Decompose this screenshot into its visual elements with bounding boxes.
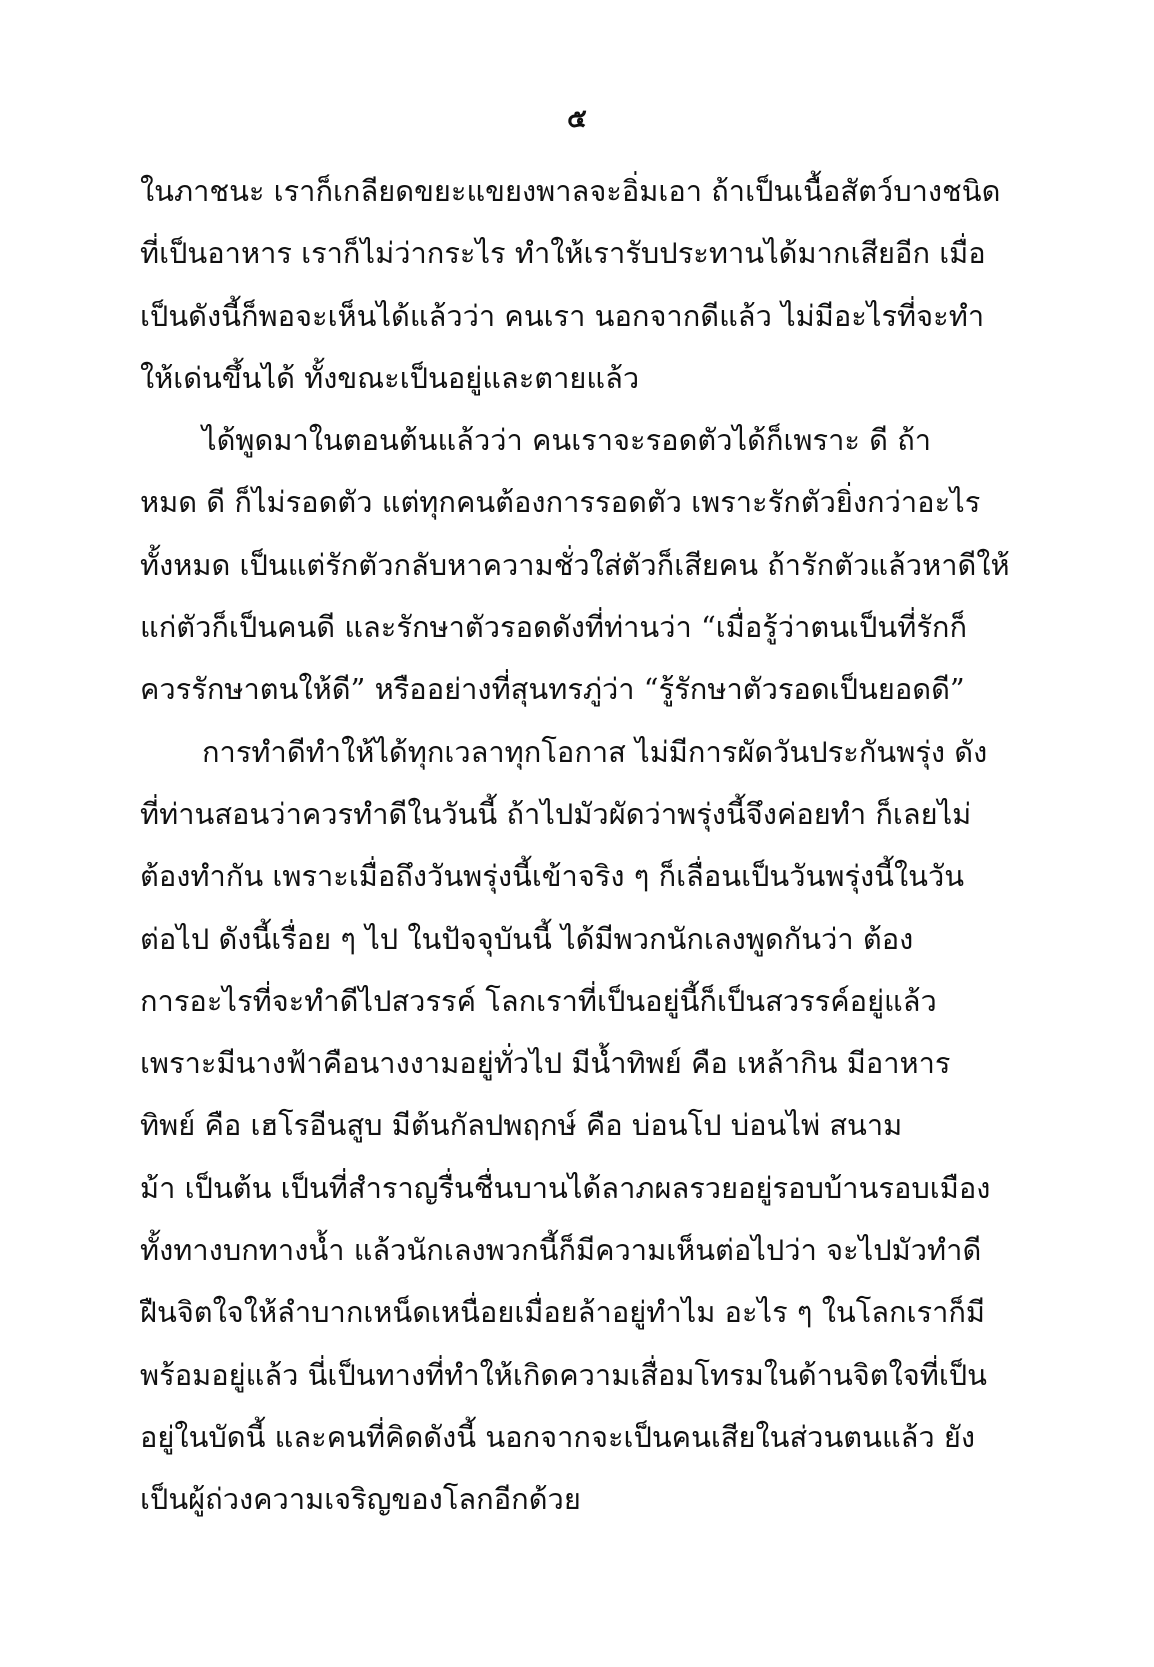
text-line: ทั้งทางบกทางน้ำ แล้วนักเลงพวกนี้ก็มีความเห็นต่อไปว่า จะไปมัวทำดี xyxy=(140,1233,982,1268)
text-line: หมด ดี ก็ไม่รอดตัว แต่ทุกคนต้องการรอดตัว เพราะรักตัวยิ่งกว่าอะไร xyxy=(140,485,981,520)
text-line: ม้า เป็นต้น เป็นที่สำราญรื่นชื่นบานได้ลาภผลรวยอยู่รอบบ้านรอบเมือง xyxy=(140,1170,991,1205)
body-text xyxy=(140,160,1055,1531)
paragraph-start-line: การทำดีทำให้ได้ทุกเวลาทุกโอกาส ไม่มีการผัดวันประกันพรุ่ง ดัง xyxy=(202,734,988,769)
text-line: ต้องทำกัน เพราะเมื่อถึงวันพรุ่งนี้เข้าจริง ๆ ก็เลื่อนเป็นวันพรุ่งนี้ในวัน xyxy=(140,859,965,894)
text-line: ที่เป็นอาหาร เราก็ไม่ว่ากระไร ทำให้เรารับประทานได้มากเสียอีก เมื่อ xyxy=(140,236,986,271)
text-line: เป็นผู้ถ่วงความเจริญของโลกอีกด้วย xyxy=(140,1482,581,1517)
text-line: ในภาชนะ เราก็เกลียดขยะแขยงพาลจะอิ่มเอา ถ้าเป็นเนื้อสัตว์บางชนิด xyxy=(140,174,1001,208)
text-line: ควรรักษาตนให้ดี” หรืออย่างที่สุนทรภู่ว่า “รู้รักษาตัวรอดเป็นยอดดี” xyxy=(140,672,965,707)
text-line: การอะไรที่จะทำดีไปสวรรค์ โลกเราที่เป็นอยู่นี้ก็เป็นสวรรค์อยู่แล้ว xyxy=(140,983,937,1018)
text-line: อยู่ในบัดนี้ และคนที่คิดดังนี้ นอกจากจะเป็นคนเสียในส่วนตนแล้ว ยัง xyxy=(140,1419,976,1454)
paragraph-start-line: ได้พูดมาในตอนต้นแล้วว่า คนเราจะรอดตัวได้ก็เพราะ ดี ถ้า xyxy=(202,423,932,458)
text-line: ที่ท่านสอนว่าควรทำดีในวันนี้ ถ้าไปมัวผัดว่าพรุ่งนี้จึงค่อยทำ ก็เลยไม่ xyxy=(140,796,972,831)
text-line: พร้อมอยู่แล้ว นี่เป็นทางที่ทำให้เกิดความเสื่อมโทรมในด้านจิตใจที่เป็น xyxy=(140,1357,988,1392)
page-number: ๕ xyxy=(567,104,587,134)
text-line: ทั้งหมด เป็นแต่รักตัวกลับหาความชั่วใส่ตัวก็เสียคน ถ้ารักตัวแล้วหาดีให้ xyxy=(140,547,1010,582)
text-line: ฝืนจิตใจให้ลำบากเหน็ดเหนื่อยเมื่อยล้าอยู่ทำไม อะไร ๆ ในโลกเราก็มี xyxy=(140,1295,986,1330)
text-line: แก่ตัวก็เป็นคนดี และรักษาตัวรอดดังที่ท่านว่า “เมื่อรู้ว่าตนเป็นที่รักก็ xyxy=(140,610,968,645)
text-line: ให้เด่นขึ้นได้ ทั้งขณะเป็นอยู่และตายแล้ว xyxy=(140,360,640,395)
text-line: เพราะมีนางฟ้าคือนางงามอยู่ทั่วไป มีน้ำทิพย์ คือ เหล้ากิน มีอาหาร xyxy=(140,1046,951,1081)
text-line: ต่อไป ดังนี้เรื่อย ๆ ไป ในปัจจุบันนี้ ได้มีพวกนักเลงพูดกันว่า ต้อง xyxy=(140,921,914,956)
text-line: เป็นดังนี้ก็พอจะเห็นได้แล้วว่า คนเรา นอกจากดีแล้ว ไม่มีอะไรที่จะทำ xyxy=(140,298,985,333)
text-line: ทิพย์ คือ เฮโรอีนสูบ มีต้นกัลปพฤกษ์ คือ บ่อนโป บ่อนไพ่ สนาม xyxy=(140,1108,903,1143)
